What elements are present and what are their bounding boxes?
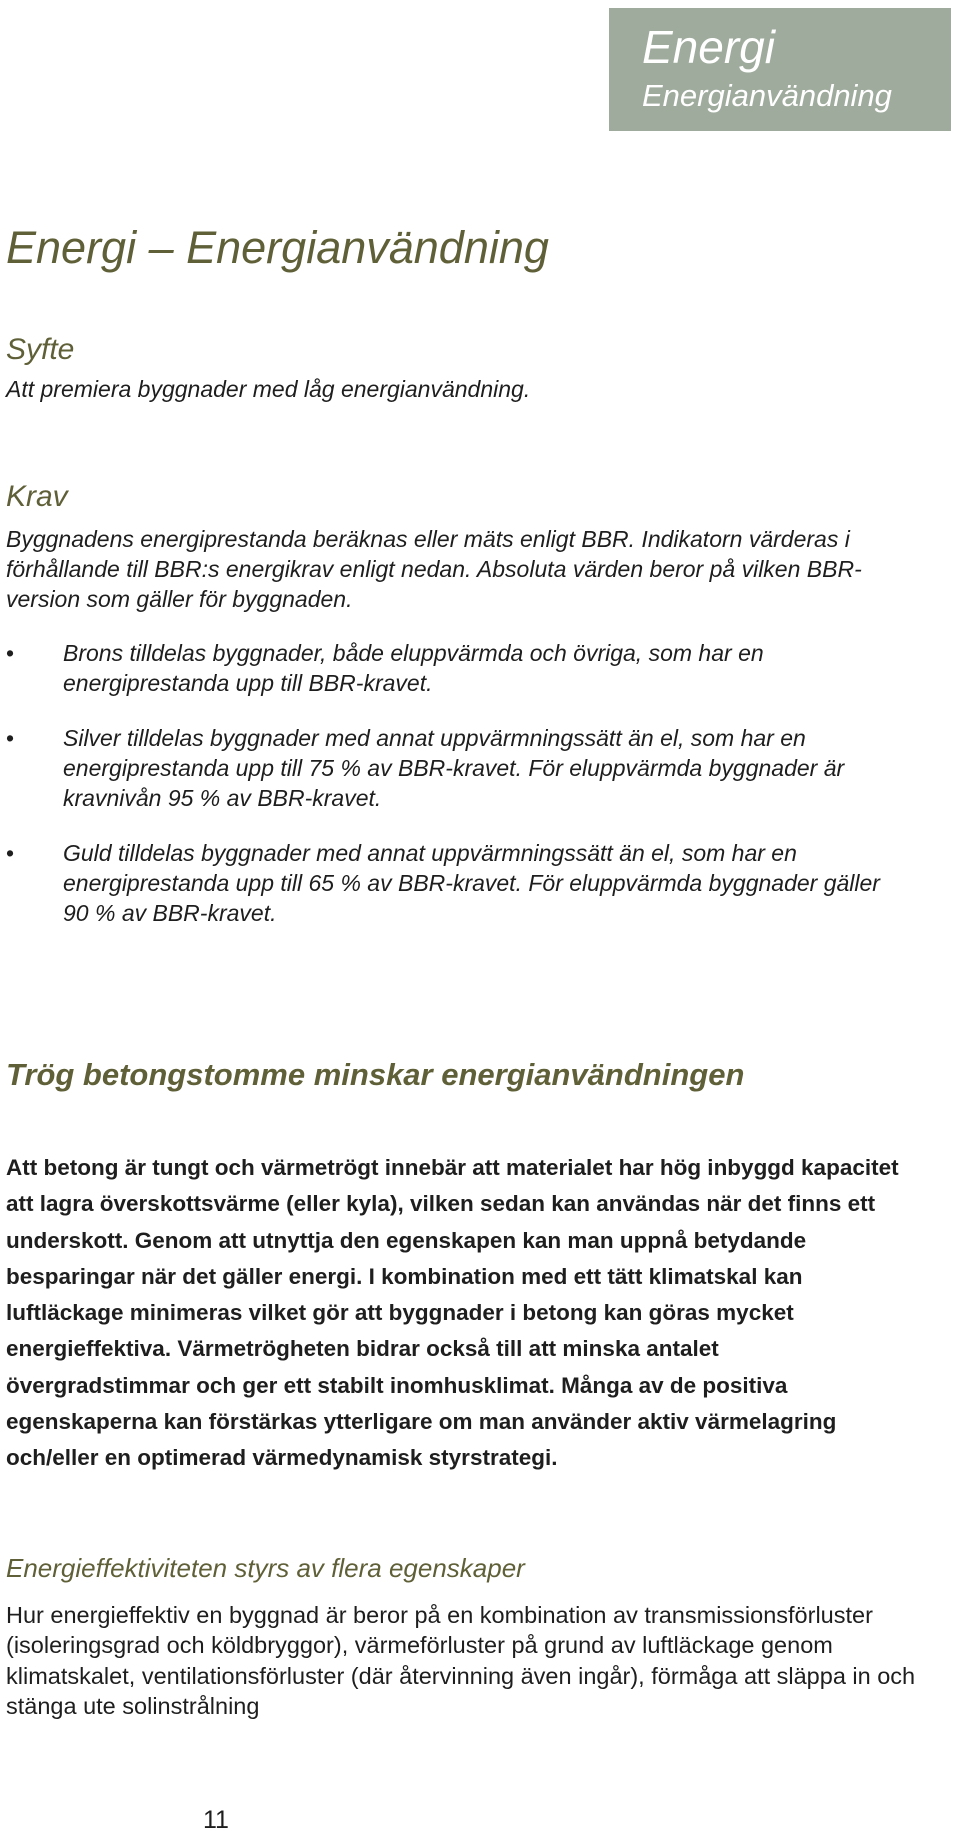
bullet-icon: • <box>6 725 15 751</box>
krav-bullet-list <box>6 638 906 928</box>
page-title: Energi – Energianvändning <box>6 222 549 273</box>
effekt-text: Hur energieffektiv en byggnad är beror på en kombination av transmissionsförluster (isoleringsgrad och köldbryggor), värmeförluster på grund av luftläckage genom klimatskalet, ventilationsförluster (där återvinning även ingår), förmåga att släppa in och stänga ute solinstrålning <box>6 1602 916 1720</box>
krav-heading: Krav <box>6 480 68 513</box>
list-item-silver <box>6 723 906 813</box>
page-number: 11 <box>203 1806 229 1834</box>
bullet-text-guld: Guld tilldelas byggnader med annat uppvärmningssätt än el, som har en energiprestanda upp till 65 % av BBR-kravet. För eluppvärmda byggnader gäller 90 % av BBR-kravet. <box>63 840 880 926</box>
syfte-heading: Syfte <box>6 333 75 366</box>
bullet-icon: • <box>6 840 15 866</box>
bullet-text-silver: Silver tilldelas byggnader med annat uppvärmningssätt än el, som har en energiprestanda upp till 75 % av BBR-kravet. För eluppvärmda byggnader är kravnivån 95 % av BBR-kravet. <box>63 725 845 811</box>
syfte-text: Att premiera byggnader med låg energianvändning. <box>6 376 531 402</box>
section-tab <box>609 8 951 131</box>
section-tab-subtitle: Energianvändning <box>642 77 892 113</box>
krav-text: Byggnadens energiprestanda beräknas eller mäts enligt BBR. Indikatorn värderas i förhållande till BBR:s energikrav enligt nedan. Absoluta värden beror på vilken BBR-version som gäller för byggnaden. <box>6 526 862 612</box>
trog-heading: Trög betongstomme minskar energianvändningen <box>6 1057 745 1092</box>
list-item-guld <box>6 838 906 928</box>
trog-text: Att betong är tungt och värmetrögt innebär att materialet har hög inbyggd kapacitet att lagra överskottsvärme (eller kyla), vilken sedan kan användas när det finns ett underskott. Genom att utnyttja den egenskapen kan man uppnå betydande besparingar när det gäller energi. I kombination med ett tätt klimatskal kan luftläckage minimeras vilket gör att byggnader i betong kan göras mycket energieffektiva. Värmetrögheten bidrar också till att minska antalet övergradstimmar och ger ett stabilt inomhusklimat. Många av de positiva egenskaperna kan förstärkas ytterligare om man använder aktiv värmelagring och/eller en optimerad värmedynamisk styrstrategi. <box>6 1155 899 1471</box>
effekt-heading: Energieffektiviteten styrs av flera egenskaper <box>6 1553 525 1583</box>
bullet-icon: • <box>6 640 15 666</box>
section-tab-title: Energi <box>642 21 775 73</box>
list-item-brons <box>6 638 906 698</box>
bullet-text-brons: Brons tilldelas byggnader, både eluppvärmda och övriga, som har en energiprestanda upp till BBR-kravet. <box>63 640 764 696</box>
